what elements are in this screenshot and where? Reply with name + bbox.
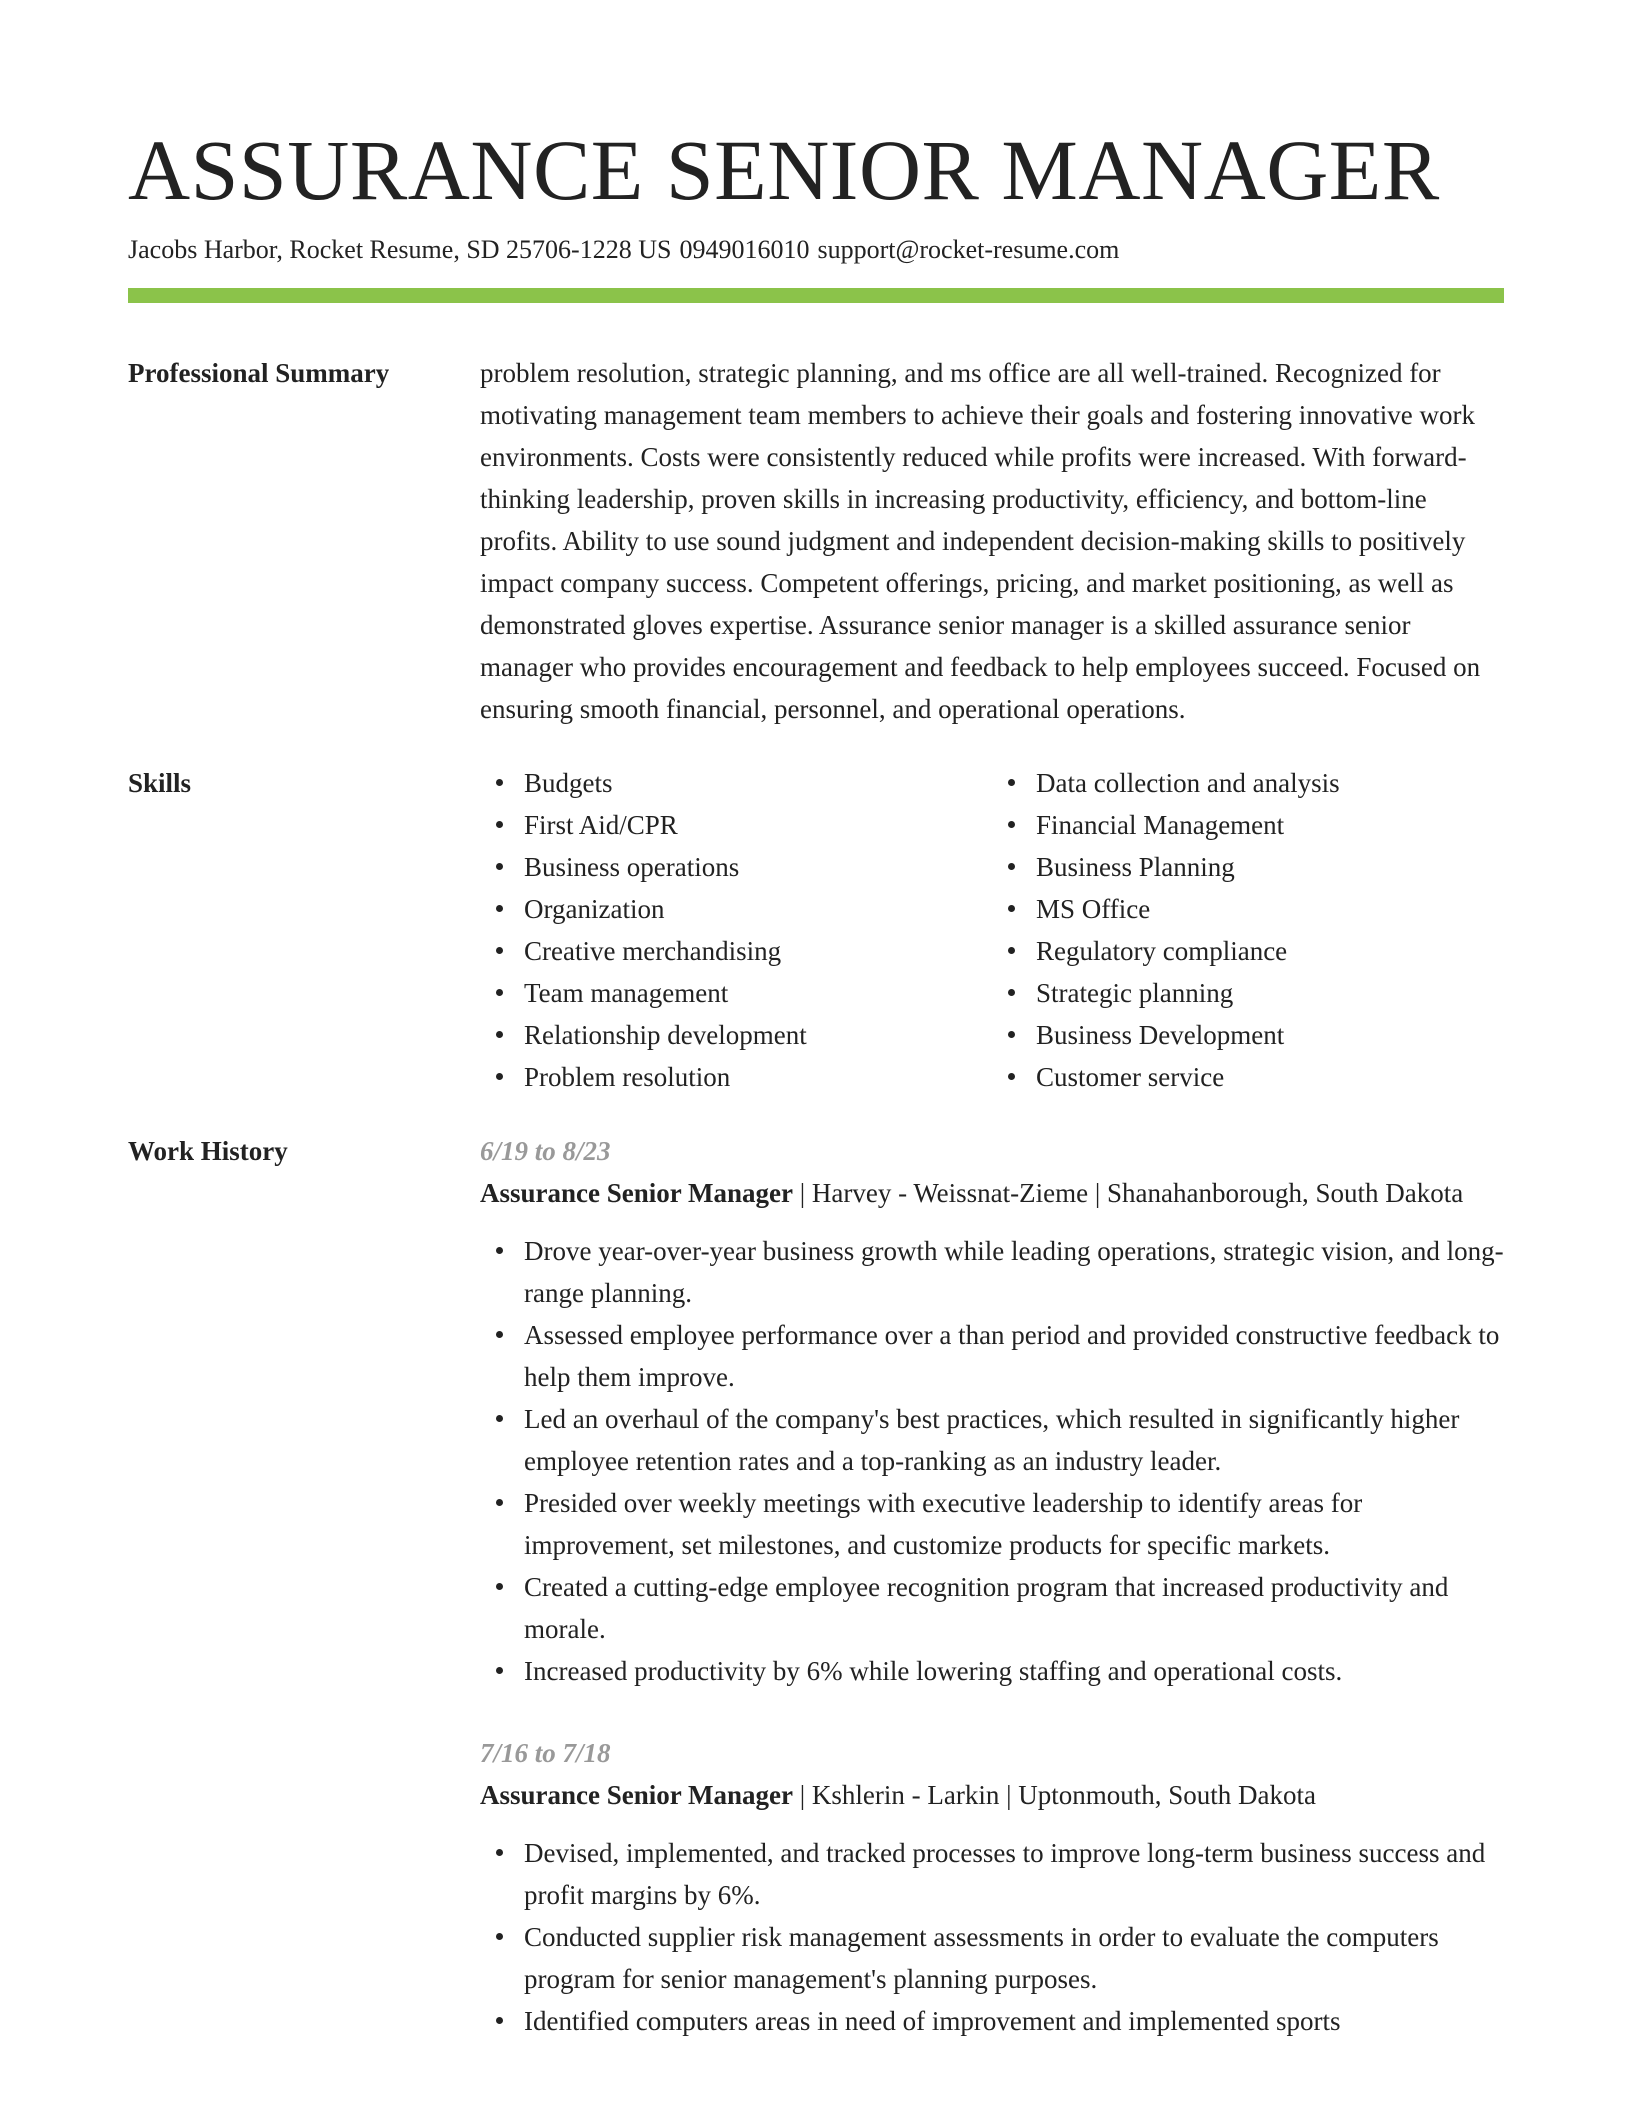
skill-item: Strategic planning: [1036, 972, 1504, 1014]
job-bullet: Identified computers areas in need of improvement and implemented sports: [524, 2000, 1504, 2042]
resume-name: ASSURANCE SENIOR MANAGER: [128, 122, 1440, 218]
skill-item: First Aid/CPR: [524, 804, 992, 846]
skill-item: Data collection and analysis: [1036, 762, 1504, 804]
skills-section: [128, 762, 1504, 1098]
contact-email[interactable]: support@rocket-resume.com: [817, 235, 1120, 264]
skill-item: Business Planning: [1036, 846, 1504, 888]
contact-line: [128, 232, 1504, 268]
skill-item: Budgets: [524, 762, 992, 804]
job-company-location: | Kshlerin - Larkin | Uptonmouth, South Dakota: [792, 1780, 1316, 1810]
skill-item: Organization: [524, 888, 992, 930]
job-bullet: Devised, implemented, and tracked processes to improve long-term business success and profit margins by 6%.: [524, 1832, 1504, 1916]
section-label-summary: Professional Summary: [128, 358, 390, 388]
skill-item: MS Office: [1036, 888, 1504, 930]
job-heading: [480, 1172, 1504, 1214]
job-bullet: Created a cutting-edge employee recognition program that increased productivity and morale.: [524, 1566, 1504, 1650]
skill-item: Business operations: [524, 846, 992, 888]
resume-page: [128, 0, 1504, 2082]
work-history-section: [128, 1130, 1504, 2082]
job-heading: [480, 1774, 1504, 1816]
skill-item: Problem resolution: [524, 1056, 992, 1098]
skill-item: Financial Management: [1036, 804, 1504, 846]
job-bullet: Led an overhaul of the company's best practices, which resulted in significantly higher employee retention rates and a top-ranking as an industry leader.: [524, 1398, 1504, 1482]
skill-item: Relationship development: [524, 1014, 992, 1056]
section-label-work-history: Work History: [128, 1136, 288, 1166]
job-bullet: Assessed employee performance over a than period and provided constructive feedback to help them improve.: [524, 1314, 1504, 1398]
job-title: Assurance Senior Manager: [480, 1178, 793, 1208]
job-company-location: | Harvey - Weissnat-Zieme | Shanahanborough, South Dakota: [792, 1178, 1464, 1208]
contact-address: Jacobs Harbor, Rocket Resume, SD 25706-1228 US: [128, 235, 672, 264]
header-divider: [128, 288, 1504, 303]
job-entry: [480, 1732, 1504, 2042]
job-bullet: Increased productivity by 6% while lowering staffing and operational costs.: [524, 1650, 1504, 1692]
skills-list-left: [480, 762, 992, 1098]
job-bullet-list: [480, 1832, 1504, 2042]
skill-item: Regulatory compliance: [1036, 930, 1504, 972]
skill-item: Business Development: [1036, 1014, 1504, 1056]
job-bullet: Drove year-over-year business growth while leading operations, strategic vision, and long-range planning.: [524, 1230, 1504, 1314]
summary-text: problem resolution, strategic planning, and ms office are all well-trained. Recognized for motivating management team members to achieve their goals and fostering innovative work environments. Costs were consistently reduced while profits were increased. With forward-thinking leadership, proven skills in increasing productivity, efficiency, and bottom-line profits. Ability to use sound judgment and independent decision-making skills to positively impact company success. Competent offerings, pricing, and market positioning, as well as demonstrated gloves expertise. Assurance senior manager is a skilled assurance senior manager who provides encouragement and feedback to help employees succeed. Focused on ensuring smooth financial, personnel, and operational operations.: [480, 358, 1481, 724]
section-label-skills: Skills: [128, 768, 192, 798]
job-dates: 6/19 to 8/23: [480, 1136, 611, 1166]
summary-section: [128, 352, 1504, 730]
skills-grid: [480, 762, 1504, 1098]
job-title: Assurance Senior Manager: [480, 1780, 793, 1810]
contact-phone: 0949016010: [679, 235, 810, 264]
skills-list-right: [992, 762, 1504, 1098]
skill-item: Team management: [524, 972, 992, 1014]
job-entry: [480, 1130, 1504, 1692]
skill-item: Customer service: [1036, 1056, 1504, 1098]
job-bullet-list: [480, 1230, 1504, 1692]
job-bullet: Conducted supplier risk management assessments in order to evaluate the computers program for senior management's planning purposes.: [524, 1916, 1504, 2000]
job-bullet: Presided over weekly meetings with executive leadership to identify areas for improvement, set milestones, and customize products for specific markets.: [524, 1482, 1504, 1566]
skill-item: Creative merchandising: [524, 930, 992, 972]
job-dates: 7/16 to 7/18: [480, 1738, 611, 1768]
